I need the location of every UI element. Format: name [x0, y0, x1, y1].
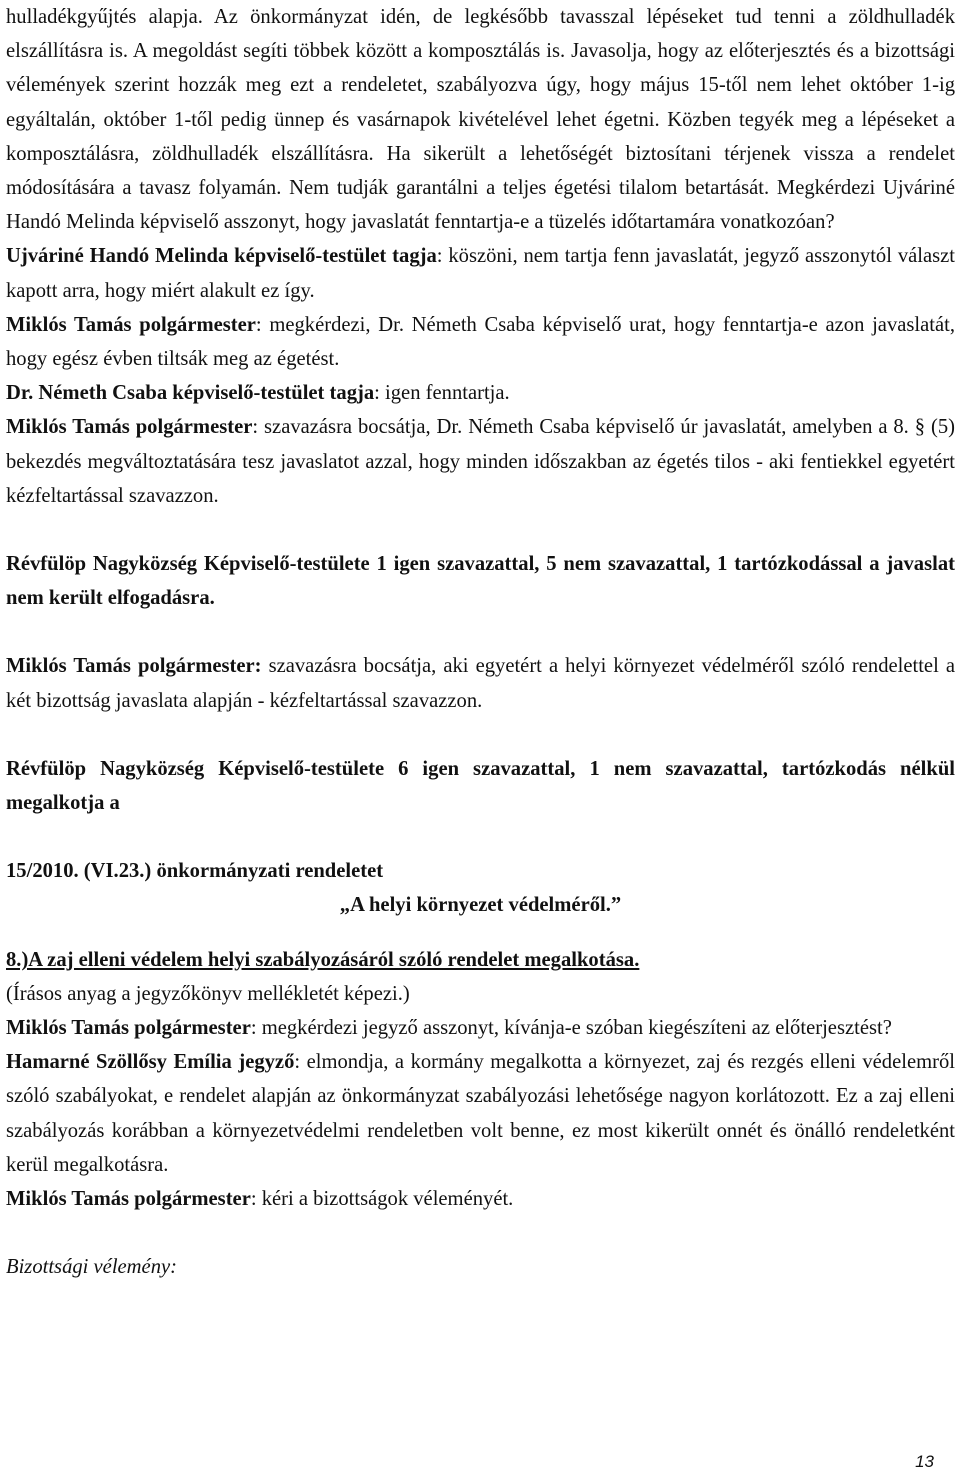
spacer	[6, 718, 955, 752]
spacer	[6, 923, 955, 943]
spacer	[6, 513, 955, 547]
agenda-item-heading: 8.)A zaj elleni védelem helyi szabályozásáról szóló rendelet megalkotása.	[6, 948, 640, 971]
speaker-name: Hamarné Szöllősy Emília jegyző	[6, 1051, 295, 1074]
spacer	[6, 820, 955, 854]
speaker-name: Miklós Tamás polgármester	[6, 416, 253, 439]
speech-text: : kéri a bizottságok véleményét.	[250, 1188, 514, 1211]
speech-text: : köszöni, nem tartja fenn javaslatát, jegyző asszonytól választ kapott arra, hogy miért alakult ez így.	[6, 245, 955, 302]
document-body	[6, 0, 955, 1285]
spacer	[6, 615, 955, 649]
spacer	[6, 1216, 955, 1250]
speech-text: : szavazásra bocsátja, Dr. Németh Csaba képviselő úr javaslatát, amelyben a 8. § (5) bekezdés megváltoztatására tesz javaslatot azzal, hogy minden időszakban az égetés tilos - aki fentiekkel egyetért kézfeltartással szavazzon.	[6, 416, 955, 507]
paragraph-nemeth	[6, 376, 955, 410]
speaker-name: Ujváriné Handó Melinda képviselő-testület tagja	[6, 245, 437, 268]
speaker-name: Miklós Tamás polgármester	[6, 1017, 251, 1040]
speech-text: szavazásra bocsátja, aki egyetért a helyi környezet védelméről szóló rendelettel a két bizottság javaslata alapján - kézfeltartással szavazzon.	[6, 655, 955, 712]
speech-text: : megkérdezi jegyző asszonyt, kívánja-e szóban kiegészíteni az előterjesztést?	[250, 1017, 892, 1040]
decree-title: „A helyi környezet védelméről.”	[339, 894, 622, 917]
speech-text: : igen fenntartja.	[374, 382, 510, 405]
resolution-adopted: Révfülöp Nagyközség Képviselő-testülete 6 igen szavazattal, 1 nem szavazattal, tartózkodás nélkül megalkotja a	[6, 757, 955, 815]
speaker-name: Miklós Tamás polgármester:	[6, 655, 262, 678]
committee-opinion-heading: Bizottsági vélemény:	[6, 1256, 177, 1279]
decree-number: 15/2010. (VI.23.) önkormányzati rendeletet	[6, 860, 384, 883]
paragraph-mayor-vote	[6, 410, 955, 513]
agenda-item-note: (Írásos anyag a jegyzőkönyv mellékletét képezi.)	[6, 982, 410, 1005]
paragraph-mayor-question	[6, 308, 955, 376]
paragraph-mayor-committees	[6, 1182, 955, 1216]
speech-text: : elmondja, a kormány megalkotta a környezet, zaj és rezgés elleni védelemről szóló szabályokat, e rendelet alapján az önkormányzat szabályozási lehetősége nagyon korlátozott. Ez a zaj elleni szabályozás korábban a környezetvédelmi rendeletben volt benne, ez most kikerült onnét és önálló rendeletként kerül megalkotásra.	[6, 1051, 955, 1176]
paragraph-intro: hulladékgyűjtés alapja. Az önkormányzat idén, de legkésőbb tavasszal lépéseket tud tenni a zöldhulladék elszállításra is. A megoldást segíti többek között a komposztálás is. Javasolja, hogy az előterjesztés és a bizottsági vélemények szerint hozzák meg ezt a rendeletet, szabályozva úgy, hogy május 15-től nem lehet október 1-ig egyáltalán, október 1-től pedig ünnep és vasárnapok kivételével lehet égetni. Közben tegyék meg a lépéseket a komposztálásra, zöldhulladék elszállításra. Ha sikerült a lehetőségét biztosítani térjenek vissza a rendelet módosítására a tavasz folyamán. Nem tudják garantálni a teljes égetési tilalom betartását. Megkérdezi Ujváriné Handó Melinda képviselő asszonyt, hogy javaslatát fenntartja-e a tüzelés időtartamára vonatkozóan?	[6, 6, 955, 234]
speaker-name: Miklós Tamás polgármester	[6, 1188, 251, 1211]
speaker-name: Dr. Németh Csaba képviselő-testület tagja	[6, 382, 375, 405]
speech-text: : megkérdezi, Dr. Németh Csaba képviselő urat, hogy fenntartja-e azon javaslatát, hogy egész évben tiltsák meg az égetést.	[6, 313, 955, 371]
paragraph-mayor-vote-2	[6, 649, 955, 717]
paragraph-mayor-asks-notary	[6, 1011, 955, 1045]
paragraph-notary	[6, 1045, 955, 1182]
speaker-name: Miklós Tamás polgármester	[6, 313, 256, 336]
paragraph-ujvarine	[6, 239, 955, 307]
resolution-rejected: Révfülöp Nagyközség Képviselő-testülete 1 igen szavazattal, 5 nem szavazattal, 1 tartózkodással a javaslat nem került elfogadásra.	[6, 553, 955, 610]
page-number: 13	[915, 1452, 934, 1471]
